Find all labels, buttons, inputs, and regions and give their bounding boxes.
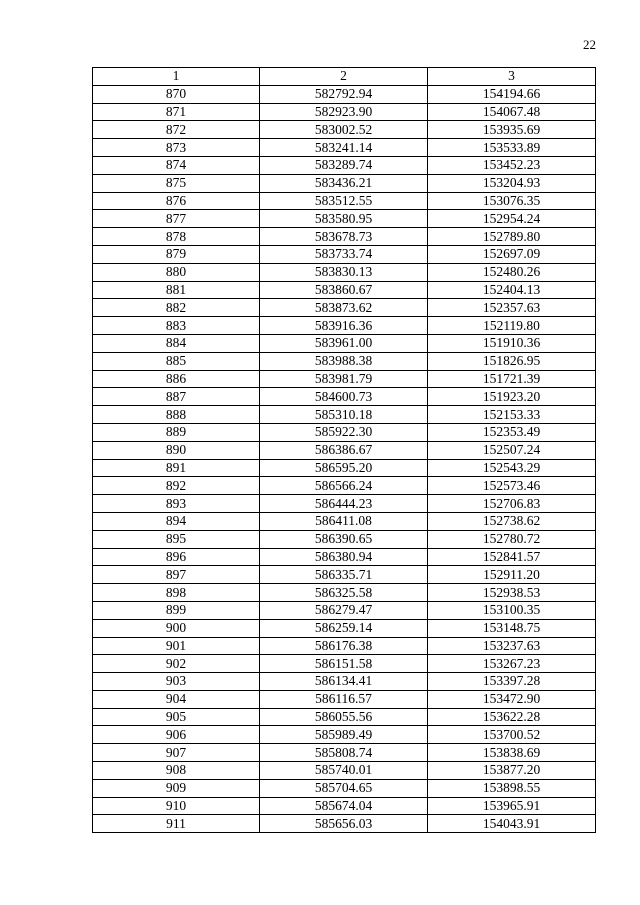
point-number-cell: 892 xyxy=(93,477,260,495)
y-coordinate-cell: 153148.75 xyxy=(428,619,596,637)
x-coordinate-cell: 586566.24 xyxy=(260,477,428,495)
point-number-cell: 906 xyxy=(93,726,260,744)
point-number-cell: 879 xyxy=(93,245,260,263)
y-coordinate-cell: 152507.24 xyxy=(428,441,596,459)
table-row xyxy=(93,406,596,424)
table-row xyxy=(93,708,596,726)
x-coordinate-cell: 583830.13 xyxy=(260,263,428,281)
table-row xyxy=(93,317,596,335)
point-number-cell: 877 xyxy=(93,210,260,228)
x-coordinate-cell: 584600.73 xyxy=(260,388,428,406)
point-number-cell: 870 xyxy=(93,85,260,103)
table-row xyxy=(93,370,596,388)
y-coordinate-cell: 151721.39 xyxy=(428,370,596,388)
y-coordinate-cell: 152954.24 xyxy=(428,210,596,228)
column-header: 1 xyxy=(93,68,260,86)
point-number-cell: 891 xyxy=(93,459,260,477)
table-row xyxy=(93,779,596,797)
y-coordinate-cell: 152153.33 xyxy=(428,406,596,424)
x-coordinate-cell: 583678.73 xyxy=(260,228,428,246)
table-row xyxy=(93,388,596,406)
table-row xyxy=(93,192,596,210)
x-coordinate-cell: 586444.23 xyxy=(260,495,428,513)
point-number-cell: 887 xyxy=(93,388,260,406)
table-row xyxy=(93,530,596,548)
y-coordinate-cell: 151923.20 xyxy=(428,388,596,406)
y-coordinate-cell: 152780.72 xyxy=(428,530,596,548)
page-number: 22 xyxy=(583,37,596,52)
point-number-cell: 900 xyxy=(93,619,260,637)
table-row xyxy=(93,477,596,495)
point-number-cell: 888 xyxy=(93,406,260,424)
x-coordinate-cell: 583916.36 xyxy=(260,317,428,335)
x-coordinate-cell: 585310.18 xyxy=(260,406,428,424)
y-coordinate-cell: 153533.89 xyxy=(428,139,596,157)
x-coordinate-cell: 586411.08 xyxy=(260,512,428,530)
table-row xyxy=(93,459,596,477)
point-number-cell: 910 xyxy=(93,797,260,815)
x-coordinate-cell: 583961.00 xyxy=(260,334,428,352)
x-coordinate-cell: 586386.67 xyxy=(260,441,428,459)
point-number-cell: 890 xyxy=(93,441,260,459)
y-coordinate-cell: 153267.23 xyxy=(428,655,596,673)
table-row xyxy=(93,263,596,281)
x-coordinate-cell: 586176.38 xyxy=(260,637,428,655)
point-number-cell: 875 xyxy=(93,174,260,192)
point-number-cell: 882 xyxy=(93,299,260,317)
point-number-cell: 885 xyxy=(93,352,260,370)
x-coordinate-cell: 583873.62 xyxy=(260,299,428,317)
point-number-cell: 901 xyxy=(93,637,260,655)
point-number-cell: 886 xyxy=(93,370,260,388)
point-number-cell: 911 xyxy=(93,815,260,833)
table-row xyxy=(93,601,596,619)
y-coordinate-cell: 153935.69 xyxy=(428,121,596,139)
x-coordinate-cell: 583436.21 xyxy=(260,174,428,192)
y-coordinate-cell: 153898.55 xyxy=(428,779,596,797)
y-coordinate-cell: 153472.90 xyxy=(428,690,596,708)
x-coordinate-cell: 586055.56 xyxy=(260,708,428,726)
table-row xyxy=(93,139,596,157)
x-coordinate-cell: 586134.41 xyxy=(260,673,428,691)
column-header: 3 xyxy=(428,68,596,86)
y-coordinate-cell: 151910.36 xyxy=(428,334,596,352)
point-number-cell: 872 xyxy=(93,121,260,139)
x-coordinate-cell: 585704.65 xyxy=(260,779,428,797)
column-header: 2 xyxy=(260,68,428,86)
x-coordinate-cell: 583981.79 xyxy=(260,370,428,388)
table-row xyxy=(93,655,596,673)
y-coordinate-cell: 153076.35 xyxy=(428,192,596,210)
y-coordinate-cell: 152404.13 xyxy=(428,281,596,299)
table-row xyxy=(93,566,596,584)
y-coordinate-cell: 153237.63 xyxy=(428,637,596,655)
y-coordinate-cell: 154043.91 xyxy=(428,815,596,833)
table-header-row xyxy=(93,68,596,86)
y-coordinate-cell: 152353.49 xyxy=(428,423,596,441)
x-coordinate-cell: 586279.47 xyxy=(260,601,428,619)
point-number-cell: 874 xyxy=(93,156,260,174)
table-row xyxy=(93,352,596,370)
x-coordinate-cell: 583733.74 xyxy=(260,245,428,263)
table-row xyxy=(93,744,596,762)
y-coordinate-cell: 153100.35 xyxy=(428,601,596,619)
x-coordinate-cell: 586595.20 xyxy=(260,459,428,477)
table-row xyxy=(93,584,596,602)
table-row xyxy=(93,228,596,246)
table-row xyxy=(93,299,596,317)
table-row xyxy=(93,121,596,139)
point-number-cell: 907 xyxy=(93,744,260,762)
x-coordinate-cell: 585808.74 xyxy=(260,744,428,762)
y-coordinate-cell: 154194.66 xyxy=(428,85,596,103)
y-coordinate-cell: 152789.80 xyxy=(428,228,596,246)
y-coordinate-cell: 152573.46 xyxy=(428,477,596,495)
y-coordinate-cell: 152697.09 xyxy=(428,245,596,263)
point-number-cell: 876 xyxy=(93,192,260,210)
y-coordinate-cell: 153700.52 xyxy=(428,726,596,744)
table-row xyxy=(93,512,596,530)
y-coordinate-cell: 151826.95 xyxy=(428,352,596,370)
table-row xyxy=(93,174,596,192)
y-coordinate-cell: 152357.63 xyxy=(428,299,596,317)
x-coordinate-cell: 582792.94 xyxy=(260,85,428,103)
x-coordinate-cell: 585740.01 xyxy=(260,762,428,780)
x-coordinate-cell: 586325.58 xyxy=(260,584,428,602)
y-coordinate-cell: 152119.80 xyxy=(428,317,596,335)
x-coordinate-cell: 586380.94 xyxy=(260,548,428,566)
y-coordinate-cell: 153397.28 xyxy=(428,673,596,691)
y-coordinate-cell: 152938.53 xyxy=(428,584,596,602)
table-row xyxy=(93,619,596,637)
point-number-cell: 908 xyxy=(93,762,260,780)
table-row xyxy=(93,103,596,121)
table-row xyxy=(93,815,596,833)
point-number-cell: 884 xyxy=(93,334,260,352)
point-number-cell: 904 xyxy=(93,690,260,708)
point-number-cell: 895 xyxy=(93,530,260,548)
table-row xyxy=(93,762,596,780)
table-row xyxy=(93,637,596,655)
point-number-cell: 889 xyxy=(93,423,260,441)
y-coordinate-cell: 152480.26 xyxy=(428,263,596,281)
point-number-cell: 880 xyxy=(93,263,260,281)
table-row xyxy=(93,797,596,815)
x-coordinate-cell: 585989.49 xyxy=(260,726,428,744)
x-coordinate-cell: 583002.52 xyxy=(260,121,428,139)
point-number-cell: 881 xyxy=(93,281,260,299)
point-number-cell: 898 xyxy=(93,584,260,602)
point-number-cell: 896 xyxy=(93,548,260,566)
table-row xyxy=(93,85,596,103)
y-coordinate-cell: 152911.20 xyxy=(428,566,596,584)
table-row xyxy=(93,334,596,352)
point-number-cell: 873 xyxy=(93,139,260,157)
table-row xyxy=(93,548,596,566)
table-row xyxy=(93,673,596,691)
x-coordinate-cell: 583241.14 xyxy=(260,139,428,157)
x-coordinate-cell: 586151.58 xyxy=(260,655,428,673)
point-number-cell: 905 xyxy=(93,708,260,726)
y-coordinate-cell: 153622.28 xyxy=(428,708,596,726)
y-coordinate-cell: 152738.62 xyxy=(428,512,596,530)
point-number-cell: 883 xyxy=(93,317,260,335)
x-coordinate-cell: 583580.95 xyxy=(260,210,428,228)
table-row xyxy=(93,281,596,299)
point-number-cell: 878 xyxy=(93,228,260,246)
point-number-cell: 893 xyxy=(93,495,260,513)
point-number-cell: 903 xyxy=(93,673,260,691)
table-row xyxy=(93,156,596,174)
coordinates-table xyxy=(92,67,596,833)
x-coordinate-cell: 585922.30 xyxy=(260,423,428,441)
x-coordinate-cell: 586116.57 xyxy=(260,690,428,708)
table-row xyxy=(93,441,596,459)
x-coordinate-cell: 583988.38 xyxy=(260,352,428,370)
x-coordinate-cell: 585656.03 xyxy=(260,815,428,833)
y-coordinate-cell: 153838.69 xyxy=(428,744,596,762)
x-coordinate-cell: 583512.55 xyxy=(260,192,428,210)
x-coordinate-cell: 585674.04 xyxy=(260,797,428,815)
x-coordinate-cell: 586390.65 xyxy=(260,530,428,548)
y-coordinate-cell: 152841.57 xyxy=(428,548,596,566)
table-body xyxy=(93,85,596,832)
y-coordinate-cell: 153877.20 xyxy=(428,762,596,780)
y-coordinate-cell: 153204.93 xyxy=(428,174,596,192)
table-row xyxy=(93,423,596,441)
point-number-cell: 899 xyxy=(93,601,260,619)
y-coordinate-cell: 152543.29 xyxy=(428,459,596,477)
table-row xyxy=(93,690,596,708)
table-row xyxy=(93,726,596,744)
y-coordinate-cell: 154067.48 xyxy=(428,103,596,121)
x-coordinate-cell: 586335.71 xyxy=(260,566,428,584)
x-coordinate-cell: 582923.90 xyxy=(260,103,428,121)
x-coordinate-cell: 583860.67 xyxy=(260,281,428,299)
table-row xyxy=(93,210,596,228)
table-row xyxy=(93,245,596,263)
y-coordinate-cell: 152706.83 xyxy=(428,495,596,513)
table-row xyxy=(93,495,596,513)
point-number-cell: 902 xyxy=(93,655,260,673)
x-coordinate-cell: 586259.14 xyxy=(260,619,428,637)
y-coordinate-cell: 153965.91 xyxy=(428,797,596,815)
y-coordinate-cell: 153452.23 xyxy=(428,156,596,174)
point-number-cell: 871 xyxy=(93,103,260,121)
x-coordinate-cell: 583289.74 xyxy=(260,156,428,174)
point-number-cell: 897 xyxy=(93,566,260,584)
point-number-cell: 894 xyxy=(93,512,260,530)
point-number-cell: 909 xyxy=(93,779,260,797)
